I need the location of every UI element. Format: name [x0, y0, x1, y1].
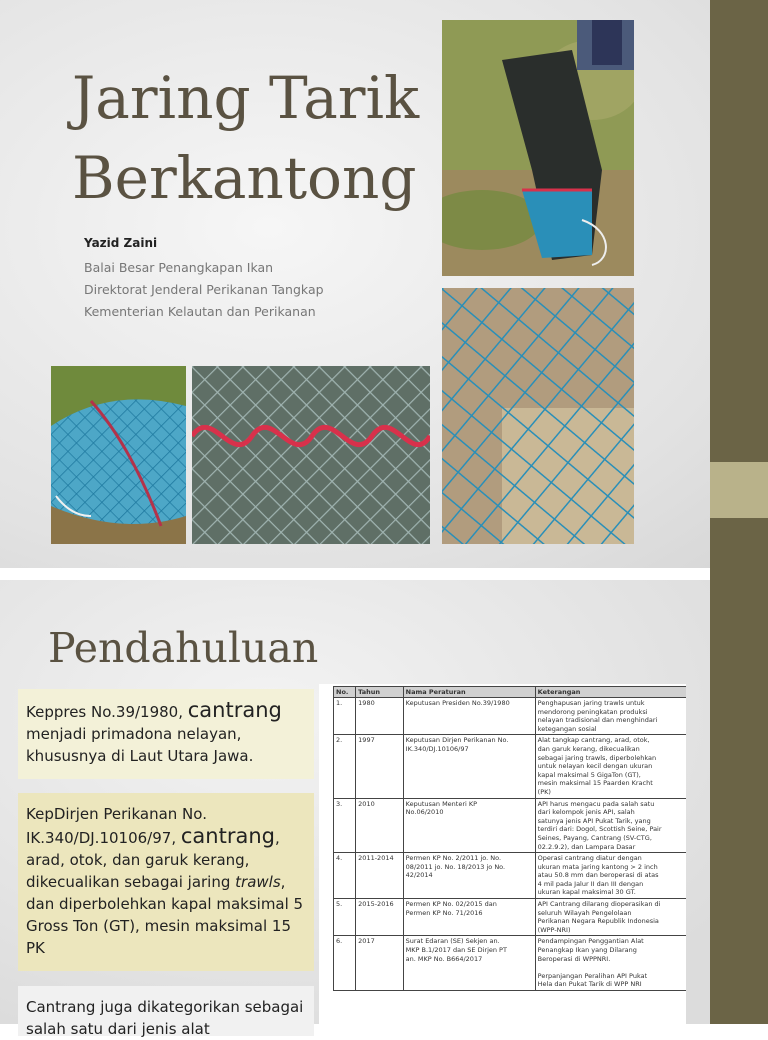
net-bag-photo	[51, 366, 186, 544]
table-row	[334, 899, 687, 936]
cell-no: 1.	[334, 698, 356, 735]
box-text: , dan diperbolehkan kapal maksimal 5 Gross Ton (GT), mesin maksimal 15 PK	[26, 873, 304, 957]
italic-term: trawls	[235, 873, 281, 891]
cell-tahun: 2015-2016	[356, 899, 404, 936]
cell-keterangan: Penghapusan jaring trawls untuk mendorong peningkatan produksi nelayan tradisional dan menghindari ketegangan sosial	[535, 698, 686, 735]
intro-box-kepdirjen	[18, 793, 314, 971]
cell-tahun: 2011-2014	[356, 853, 404, 899]
cell-no: 2.	[334, 735, 356, 798]
cell-nama: Keputusan Presiden No.39/1980	[403, 698, 535, 735]
cell-no: 6.	[334, 936, 356, 991]
box-text: KepDirjen Perikanan No. IK.340/DJ.10106/97,	[26, 805, 207, 847]
cell-nama: Permen KP No. 2/2011 jo. No. 08/2011 jo. No. 18/2013 jo No. 42/2014	[403, 853, 535, 899]
blue-net-closeup-photo	[442, 288, 634, 544]
table-row	[334, 853, 687, 899]
box-text: Keppres No.39/1980,	[26, 703, 188, 721]
cell-keterangan: API harus mengacu pada salah satu dari kelompok jenis API, salah satunya jenis API Pukat Tarik, yang terdiri dari: Dogol, Scottish Seine, Pair Seines, Payang, Cantrang (SV-CTG, 02.2.9.2), dan Lampara Dasar	[535, 798, 686, 853]
highlight-term: cantrang	[187, 698, 282, 722]
col-header: No.	[334, 687, 356, 698]
col-header: Tahun	[356, 687, 404, 698]
section-title: Pendahuluan	[48, 624, 319, 672]
cell-keterangan: API Cantrang dilarang dioperasikan di seluruh Wilayah Pengelolaan Perikanan Negara Republik Indonesia (WPP-NRI)	[535, 899, 686, 936]
cell-no: 4.	[334, 853, 356, 899]
cell-no: 3.	[334, 798, 356, 853]
table-row	[334, 798, 687, 853]
slide-title: Jaring Tarik Berkantong	[72, 64, 420, 212]
author-name: Yazid Zaini	[84, 236, 158, 250]
red-rope-net-photo	[192, 366, 430, 544]
cell-tahun: 2010	[356, 798, 404, 853]
table-row	[334, 936, 687, 991]
highlight-term: cantrang	[180, 824, 275, 848]
box-text: , arad, otok, dan garuk kerang, dikecualikan sebagai jaring	[26, 829, 280, 891]
affiliation-line: Direktorat Jenderal Perikanan Tangkap	[84, 282, 324, 297]
slide-gap	[0, 568, 768, 580]
col-header: Keterangan	[535, 687, 686, 698]
cell-no: 5.	[334, 899, 356, 936]
net-on-grass-photo	[442, 20, 634, 276]
table-row	[334, 735, 687, 798]
cell-tahun: 1997	[356, 735, 404, 798]
cell-nama: Keputusan Dirjen Perikanan No. IK.340/DJ.10106/97	[403, 735, 535, 798]
sidebar-accent	[710, 462, 768, 518]
intro-box-keppres	[18, 689, 314, 779]
cell-keterangan: Alat tangkap cantrang, arad, otok, dan garuk kerang, dikecualikan sebagai jaring trawls, diperbolehkan untuk nelayan kecil dengan ukuran kapal maksimal 5 GigaTon (GT), mesin maksimal 15 Paarden Kracht (PK)	[535, 735, 686, 798]
cell-nama: Keputusan Menteri KP No.06/2010	[403, 798, 535, 853]
table-row	[334, 698, 687, 735]
cell-nama: Permen KP No. 02/2015 dan Permen KP No. 71/2016	[403, 899, 535, 936]
box-text: menjadi primadona nelayan, khususnya di Laut Utara Jawa.	[26, 725, 254, 765]
cell-keterangan: Operasi cantrang diatur dengan ukuran mata jaring kantong > 2 inch atau 50.8 mm dan beroperasi di atas 4 mil pada Jalur II dan III dengan ukuran kapal maksimal 30 GT.	[535, 853, 686, 899]
affiliation-line: Balai Besar Penangkapan Ikan	[84, 260, 274, 275]
col-header: Nama Peraturan	[403, 687, 535, 698]
affiliation-line: Kementerian Kelautan dan Perikanan	[84, 304, 316, 319]
intro-box-cantrang	[18, 986, 314, 1036]
cell-keterangan: Pendampingan Penggantian Alat Penangkap Ikan yang Dilarang Beroperasi di WPPNRI. Perpanjangan Peralihan API Pukat Hela dan Pukat Tarik di WPP NRI	[535, 936, 686, 991]
box-text: Cantrang juga dikategorikan sebagai salah satu dari jenis alat	[26, 998, 304, 1038]
regulation-table	[319, 684, 686, 1024]
cell-nama: Surat Edaran (SE) Sekjen an. MKP B.1/2017 dan SE Dirjen PT an. MKP No. B664/2017	[403, 936, 535, 991]
cell-tahun: 2017	[356, 936, 404, 991]
cell-tahun: 1980	[356, 698, 404, 735]
table-header-row	[334, 687, 687, 698]
